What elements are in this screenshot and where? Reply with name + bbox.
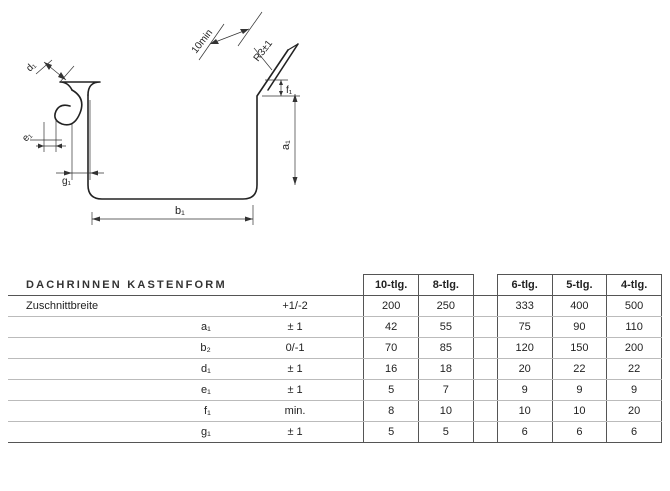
cell-a1-8tlg: 55 bbox=[418, 317, 473, 338]
row-label-d1: d₁ bbox=[8, 359, 227, 380]
column-gap bbox=[473, 422, 497, 443]
cell-b2-8tlg: 85 bbox=[418, 338, 473, 359]
table-row bbox=[8, 296, 662, 317]
dim-label-e1: e₁ bbox=[20, 130, 35, 145]
dim-label-f1: f₁ bbox=[286, 85, 293, 96]
cell-d1-8tlg: 18 bbox=[418, 359, 473, 380]
column-header-8tlg: 8-tlg. bbox=[418, 275, 473, 296]
table-row bbox=[8, 380, 662, 401]
column-gap bbox=[473, 380, 497, 401]
row-label-b2: b₂ bbox=[8, 338, 227, 359]
cell-e1-10tlg: 5 bbox=[364, 380, 419, 401]
table-row bbox=[8, 359, 662, 380]
cell-g1-10tlg: 5 bbox=[364, 422, 419, 443]
cell-e1-5tlg: 9 bbox=[552, 380, 607, 401]
cell-b2-6tlg: 120 bbox=[497, 338, 552, 359]
cell-zuschnittbreite-10tlg: 200 bbox=[364, 296, 419, 317]
cell-f1-10tlg: 8 bbox=[364, 401, 419, 422]
cell-f1-5tlg: 10 bbox=[552, 401, 607, 422]
column-gap bbox=[473, 317, 497, 338]
cell-zuschnittbreite-8tlg: 250 bbox=[418, 296, 473, 317]
row-label-zuschnittbreite: Zuschnittbreite bbox=[8, 296, 227, 317]
column-header-4tlg: 4-tlg. bbox=[607, 275, 662, 296]
cell-f1-8tlg: 10 bbox=[418, 401, 473, 422]
row-label-f1: f₁ bbox=[8, 401, 227, 422]
cell-e1-4tlg: 9 bbox=[607, 380, 662, 401]
cell-b2-10tlg: 70 bbox=[364, 338, 419, 359]
cell-zuschnittbreite-5tlg: 400 bbox=[552, 296, 607, 317]
row-label-a1: a₁ bbox=[8, 317, 227, 338]
cell-zuschnittbreite-6tlg: 333 bbox=[497, 296, 552, 317]
cell-d1-6tlg: 20 bbox=[497, 359, 552, 380]
row-label-e1: e₁ bbox=[8, 380, 227, 401]
column-gap bbox=[473, 338, 497, 359]
row-tolerance-zuschnittbreite: +1/-2 bbox=[227, 296, 364, 317]
cell-b2-5tlg: 150 bbox=[552, 338, 607, 359]
dim-label-d1: d₁ bbox=[24, 60, 39, 75]
column-header-6tlg: 6-tlg. bbox=[497, 275, 552, 296]
header-tolerance-spacer bbox=[227, 275, 364, 296]
column-header-5tlg: 5-tlg. bbox=[552, 275, 607, 296]
row-tolerance-d1: ± 1 bbox=[227, 359, 364, 380]
dim-label-b1: b₁ bbox=[175, 205, 185, 217]
dim-label-a1: a₁ bbox=[280, 140, 292, 150]
table-row bbox=[8, 317, 662, 338]
cell-f1-6tlg: 10 bbox=[497, 401, 552, 422]
row-tolerance-g1: ± 1 bbox=[227, 422, 364, 443]
cell-d1-10tlg: 16 bbox=[364, 359, 419, 380]
column-header-10tlg: 10-tlg. bbox=[364, 275, 419, 296]
cell-a1-6tlg: 75 bbox=[497, 317, 552, 338]
cell-a1-5tlg: 90 bbox=[552, 317, 607, 338]
cell-e1-8tlg: 7 bbox=[418, 380, 473, 401]
column-gap bbox=[473, 275, 497, 296]
cell-d1-4tlg: 22 bbox=[607, 359, 662, 380]
column-gap bbox=[473, 296, 497, 317]
table-row bbox=[8, 338, 662, 359]
table-header-row bbox=[8, 275, 662, 296]
cell-g1-5tlg: 6 bbox=[552, 422, 607, 443]
cell-a1-4tlg: 110 bbox=[607, 317, 662, 338]
dim-label-radius: R3±1 bbox=[251, 38, 276, 64]
cell-f1-4tlg: 20 bbox=[607, 401, 662, 422]
cell-g1-8tlg: 5 bbox=[418, 422, 473, 443]
row-tolerance-e1: ± 1 bbox=[227, 380, 364, 401]
cell-b2-4tlg: 200 bbox=[607, 338, 662, 359]
cell-a1-10tlg: 42 bbox=[364, 317, 419, 338]
dim-label-g1: g₁ bbox=[62, 176, 71, 187]
table-row bbox=[8, 401, 662, 422]
row-tolerance-b2: 0/-1 bbox=[227, 338, 364, 359]
cell-d1-5tlg: 22 bbox=[552, 359, 607, 380]
cell-zuschnittbreite-4tlg: 500 bbox=[607, 296, 662, 317]
table-title: DACHRINNEN KASTENFORM bbox=[26, 278, 227, 291]
cell-g1-6tlg: 6 bbox=[497, 422, 552, 443]
table-row bbox=[8, 422, 662, 443]
row-tolerance-f1: min. bbox=[227, 401, 364, 422]
column-gap bbox=[473, 359, 497, 380]
specification-table bbox=[8, 274, 662, 443]
cell-g1-4tlg: 6 bbox=[607, 422, 662, 443]
row-tolerance-a1: ± 1 bbox=[227, 317, 364, 338]
row-label-g1: g₁ bbox=[8, 422, 227, 443]
dim-label-10min: 10min bbox=[189, 27, 216, 56]
column-gap bbox=[473, 401, 497, 422]
cell-e1-6tlg: 9 bbox=[497, 380, 552, 401]
